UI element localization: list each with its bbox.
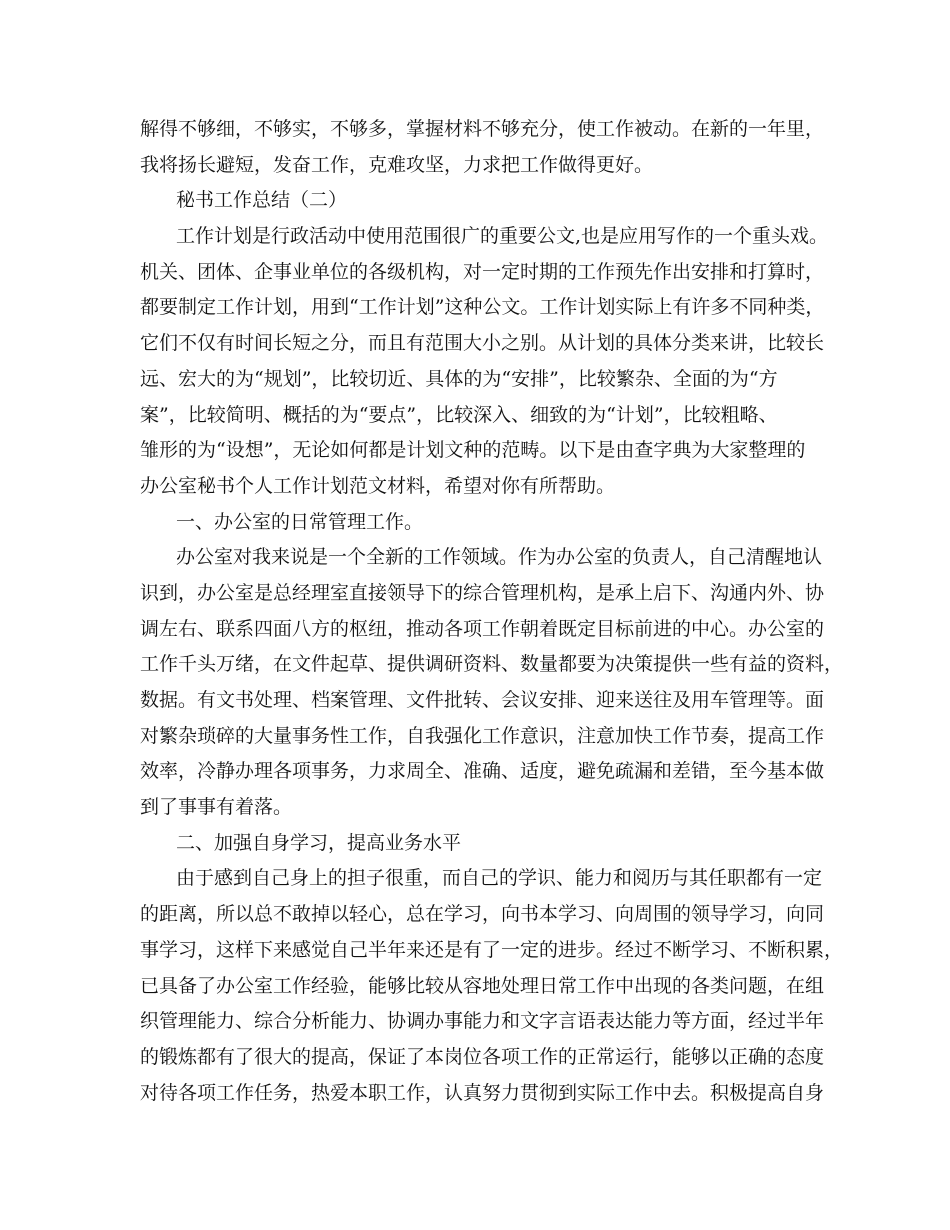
text-line: 一、办公室的日常管理工作。: [176, 510, 424, 533]
text-line: 案”，比较简明、概括的为“要点”，比较深入、细致的为“计划”，比较粗略、: [140, 403, 778, 426]
text-line: 的距离，所以总不敢掉以轻心，总在学习，向书本学习、向周围的领导学习，向同: [140, 903, 825, 926]
text-line: 我将扬长避短，发奋工作，克难攻坚，力求把工作做得更好。: [140, 153, 654, 176]
text-line: 由于感到自己身上的担子很重，而自己的学识、能力和阅历与其任职都有一定: [176, 867, 823, 890]
text-line: 对待各项工作任务，热爱本职工作，认真努力贯彻到实际工作中去。积极提高自身: [140, 1081, 825, 1104]
text-line: 效率，冷静办理各项事务，力求周全、准确、适度，避免疏漏和差错，至今基本做: [140, 760, 825, 783]
text-line: 解得不够细，不够实，不够多，掌握材料不够充分，使工作被动。在新的一年里，: [140, 118, 825, 140]
text-line: 的锻炼都有了很大的提高，保证了本岗位各项工作的正常运行，能够以正确的态度: [140, 1045, 825, 1068]
text-line: 工作计划是行政活动中使用范围很广的重要公文,也是应用写作的一个重头戏。: [176, 225, 829, 248]
text-line: 远、宏大的为“规划”，比较切近、具体的为“安排”，比较繁杂、全面的为“方: [140, 367, 778, 390]
text-line: 织管理能力、综合分析能力、协调办事能力和文字言语表达能力等方面，经过半年: [140, 1010, 825, 1033]
text-line: 到了事事有着落。: [140, 796, 293, 819]
text-line: 雏形的为“设想”，无论如何都是计划文种的范畴。以下是由查字典为大家整理的: [140, 439, 806, 462]
text-line: 办公室对我来说是一个全新的工作领域。作为办公室的负责人，自己清醒地认: [176, 546, 823, 569]
text-line: 调左右、联系四面八方的枢纽，推动各项工作朝着既定目标前进的中心。办公室的: [140, 617, 825, 640]
text-line: 都要制定工作计划，用到“工作计划”这种公文。工作计划实际上有许多不同种类，: [140, 296, 825, 319]
document-body: [140, 112, 844, 1111]
text-line: 秘书工作总结（二）: [176, 189, 348, 212]
text-line: 它们不仅有时间长短之分，而且有范围大小之别。从计划的具体分类来讲，比较长: [140, 332, 825, 355]
text-line: 二、加强自身学习，提高业务水平: [176, 831, 462, 854]
text-line: 已具备了办公室工作经验，能够比较从容地处理日常工作中出现的各类问题，在组: [140, 974, 825, 997]
text-line: 识到，办公室是总经理室直接领导下的综合管理机构，是承上启下、沟通内外、协: [140, 581, 825, 604]
text-line: 数据。有文书处理、档案管理、文件批转、会议安排、迎来送往及用车管理等。面: [140, 689, 825, 711]
text-line: 事学习，这样下来感觉自己半年来还是有了一定的进步。经过不断学习、不断积累，: [140, 938, 844, 961]
text-line: 对繁杂琐碎的大量事务性工作，自我强化工作意识，注意加快工作节奏，提高工作: [140, 724, 825, 747]
text-line: 机关、团体、企事业单位的各级机构，对一定时期的工作预先作出安排和打算时，: [140, 260, 825, 283]
text-line: 工作千头万绪，在文件起草、提供调研资料、数量都要为决策提供一些有益的资料，: [140, 653, 844, 676]
text-line: 办公室秘书个人工作计划范文材料，希望对你有所帮助。: [140, 474, 616, 497]
